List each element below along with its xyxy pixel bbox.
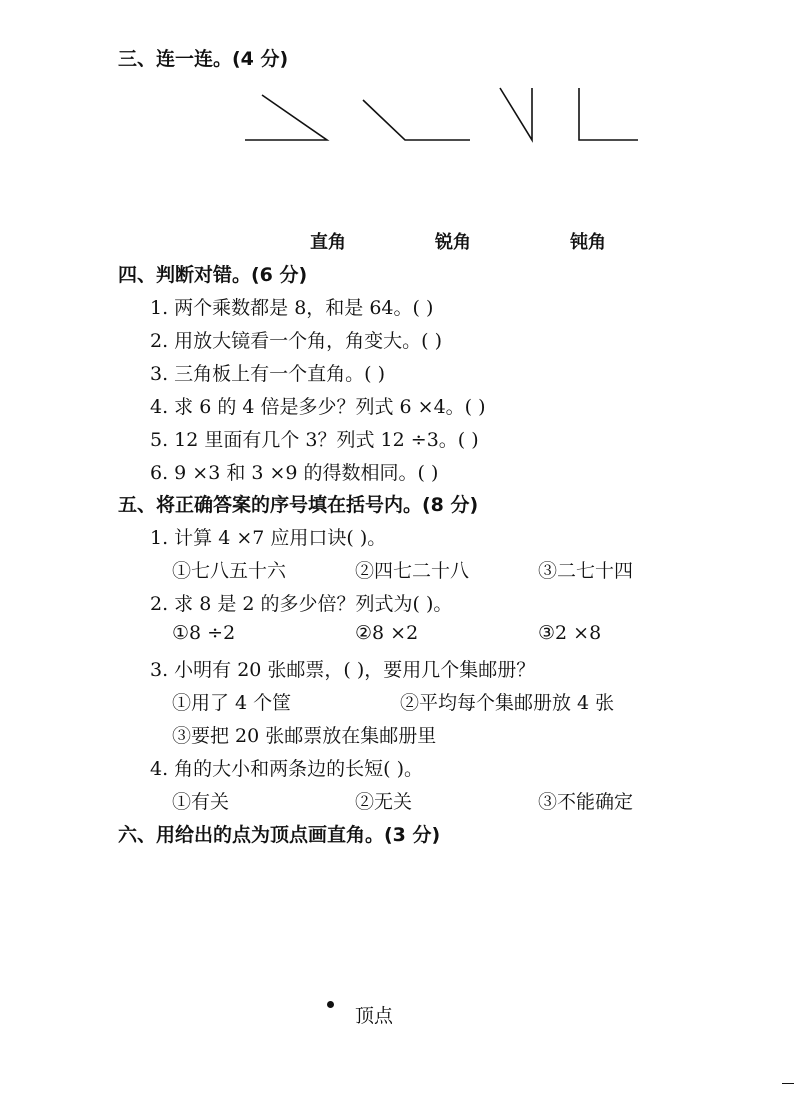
q2-option-2: ②8 ×2 xyxy=(355,622,419,644)
angle-figure-2 xyxy=(363,100,470,140)
q4-option-3: ③不能确定 xyxy=(538,791,634,813)
vertex-point xyxy=(327,1001,334,1008)
section3-heading: 三、连一连。(4 分) xyxy=(118,48,289,70)
section4-heading: 四、判断对错。(6 分) xyxy=(118,264,308,286)
q2-option-1: ①8 ÷2 xyxy=(172,622,236,644)
label-right-angle: 直角 xyxy=(310,232,346,253)
judge-item-5: 5. 12 里面有几个 3？列式 12 ÷3。( ) xyxy=(150,429,479,451)
angle-figures xyxy=(0,0,800,200)
judge-item-3: 3. 三角板上有一个直角。( ) xyxy=(150,363,386,385)
q2-option-3: ③2 ×8 xyxy=(538,622,602,644)
choice-question-3: 3. 小明有 20 张邮票，( )，要用几个集邮册？ xyxy=(150,659,536,681)
q3-option-1: ①用了 4 个筐 xyxy=(172,692,292,714)
judge-item-2: 2. 用放大镜看一个角，角变大。( ) xyxy=(150,330,443,352)
angle-figure-1 xyxy=(245,95,327,140)
q4-option-1: ①有关 xyxy=(172,791,230,813)
q4-option-2: ②无关 xyxy=(355,791,413,813)
q3-option-2: ②平均每个集邮册放 4 张 xyxy=(400,692,615,714)
choice-question-1: 1. 计算 4 ×7 应用口诀( )。 xyxy=(150,527,387,549)
choice-question-4: 4. 角的大小和两条边的长短( )。 xyxy=(150,758,424,780)
judge-item-6: 6. 9 ×3 和 3 ×9 的得数相同。( ) xyxy=(150,462,439,484)
choice-question-2: 2. 求 8 是 2 的多少倍？列式为( )。 xyxy=(150,593,453,615)
label-acute-angle: 锐角 xyxy=(435,232,471,253)
page-edge-dash xyxy=(782,1083,794,1084)
judge-item-4: 4. 求 6 的 4 倍是多少？列式 6 ×4。( ) xyxy=(150,396,486,418)
angle-figure-4 xyxy=(579,88,638,140)
angle-figure-3 xyxy=(500,88,532,140)
section5-heading: 五、将正确答案的序号填在括号内。(8 分) xyxy=(118,494,479,516)
vertex-label: 顶点 xyxy=(355,1005,394,1027)
q1-option-2: ②四七二十八 xyxy=(355,560,470,582)
section6-heading: 六、用给出的点为顶点画直角。(3 分) xyxy=(118,824,441,846)
judge-item-1: 1. 两个乘数都是 8，和是 64。( ) xyxy=(150,297,434,319)
q1-option-3: ③二七十四 xyxy=(538,560,634,582)
q3-option-3: ③要把 20 张邮票放在集邮册里 xyxy=(172,725,437,747)
q1-option-1: ①七八五十六 xyxy=(172,560,287,582)
label-obtuse-angle: 钝角 xyxy=(570,232,606,253)
